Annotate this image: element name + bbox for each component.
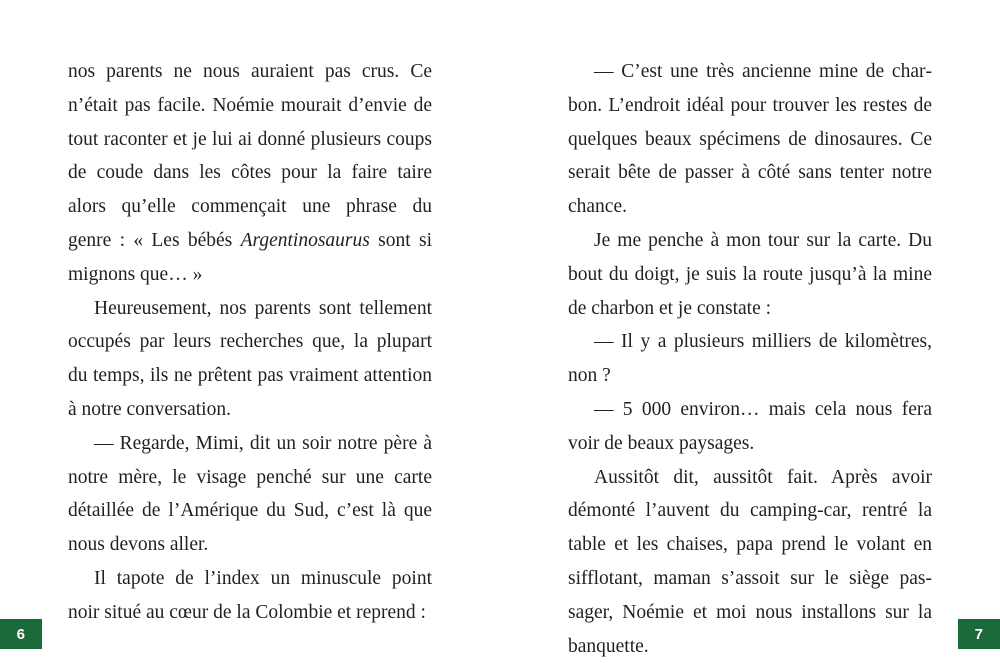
page-right [500,0,1000,663]
paragraph [568,325,932,393]
paragraph [68,55,432,292]
text-run: — 5 000 environ… mais cela nous fera voir de beaux paysages. [568,398,932,454]
paragraph [568,461,932,663]
paragraph [68,562,432,630]
paragraph [568,393,932,461]
text-run: Heureusement, nos parents sont tellement occupés par leurs recherches que, la plupart du temps, ils ne prêtent pas vraiment attention à notre conversation. [68,297,432,420]
text-run: nos parents ne nous auraient pas crus. Ce n’était pas facile. Noémie mourait d’envie de tout raconter et je lui ai donné plusieurs coups de coude dans les côtes pour la faire taire alors qu’elle commençait une phrase du genre : « Les bébés [68,61,432,251]
text-run: Aussitôt dit, aussitôt fait. Après avoir démonté l’auvent du camping-car, rentré la table et les chaises, papa prend le volant en sifflotant, maman s’assoit sur le siège passager, Noémie et moi nous installons sur la banquette. [568,466,932,657]
text-run: sont si mignons que… » [68,229,433,285]
text-run: — Regarde, Mimi, dit un soir notre père à notre mère, le visage penché sur une carte détaillée de l’Amérique du Sud, c’est là que nous devons aller. [68,432,432,556]
paragraph [68,292,432,427]
text-run: — Il y a plusieurs milliers de kilomètres, non ? [568,331,932,387]
left-page-body [68,55,432,630]
page-number-left: 6 [0,619,42,649]
paragraph [68,427,432,562]
right-page-body [568,55,932,663]
paragraph [568,55,932,224]
page-number-right: 7 [958,619,1000,649]
paragraph [568,224,932,325]
text-run: — C’est une très ancienne mine de charbon. L’endroit idéal pour trouver les restes de quelques beaux spécimens de dinosaures. Ce serait bête de passer à côté sans tenter notre chance. [568,61,932,218]
italic-term: Argentinosaurus [240,229,370,251]
text-run: Il tapote de l’index un minuscule point noir situé au cœur de la Colombie et reprend : [68,567,432,623]
text-run: Je me penche à mon tour sur la carte. Du bout du doigt, je suis la route jusqu’à la mine de charbon et je constate : [568,229,932,319]
